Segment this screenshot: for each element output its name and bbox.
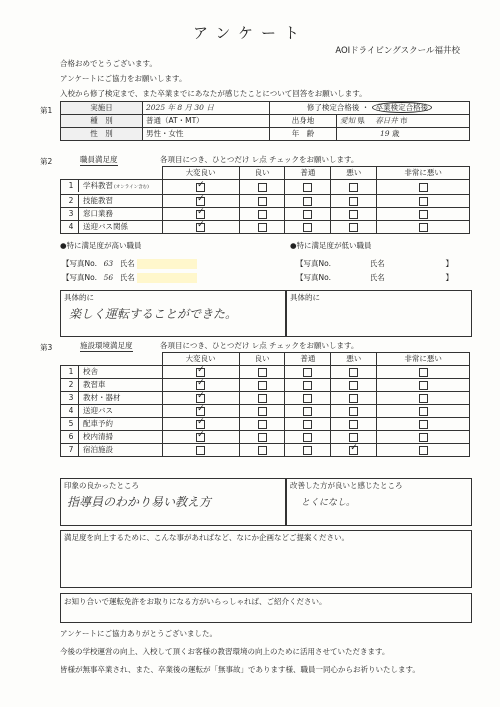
sex-value[interactable]: 男性・女性 [143, 128, 270, 141]
row-number: 6 [64, 431, 79, 443]
col-header: 悪い [331, 167, 377, 180]
row-number: 2 [64, 379, 79, 391]
good-points-label: 印象の良かったところ [64, 481, 139, 490]
origin-city[interactable]: 春日井 [375, 116, 398, 125]
rating-cell [239, 431, 285, 444]
rating-cell [377, 221, 470, 234]
rating-checkbox[interactable] [258, 394, 267, 403]
rating-checkbox[interactable] [349, 394, 358, 403]
row-label [61, 195, 163, 208]
row-name: 校内清掃 [83, 432, 113, 441]
row-sub: (オンライン含む) [114, 185, 149, 190]
row-label [61, 366, 163, 379]
good-points-value[interactable]: 指導員のわかり易い教え方 [67, 495, 212, 509]
row-number: 1 [64, 366, 79, 378]
section1-table [60, 101, 470, 141]
rating-checkbox[interactable] [303, 420, 312, 429]
row-label [61, 431, 163, 444]
rating-checkbox[interactable] [419, 433, 428, 442]
rating-checkbox[interactable] [258, 183, 267, 192]
table-row [61, 418, 470, 431]
section3-instruction: 各項目につき、ひとつだけ レ点 チェックをお願いします。 [160, 341, 359, 350]
rating-checkbox[interactable] [303, 446, 312, 455]
footer-line: 皆様が無事卒業され、また、卒業後の運転が「無事故」であります様、職員一同心からお祈りいたします。 [60, 665, 420, 674]
section3-label: 第3 [40, 343, 53, 352]
rating-checkbox[interactable] [258, 433, 267, 442]
rating-cell [377, 379, 470, 392]
referral-label: お知り合いで運転免許をお取りになる方がいらっしゃれば、ご紹介ください。 [64, 597, 327, 606]
rating-checkbox[interactable] [258, 197, 267, 206]
row-name: 送迎バス [83, 406, 113, 415]
origin-label: 出身地 [270, 115, 337, 128]
table-row [61, 221, 470, 234]
rating-checkbox[interactable] [303, 381, 312, 390]
rating-cell [377, 431, 470, 444]
intro-line: 合格おめでとうございます。 [60, 59, 157, 68]
rating-checkbox[interactable] [258, 446, 267, 455]
section2-label: 第2 [40, 157, 53, 166]
low-staff-title: ●特に満足度が低い職員 [290, 241, 372, 250]
redacted-name [137, 259, 197, 269]
row-name: 窓口業務 [83, 209, 113, 218]
date-label: 実施日 [61, 102, 143, 115]
rating-cell [162, 221, 239, 234]
rating-checkbox[interactable] [258, 223, 267, 232]
type-label: 種 別 [61, 115, 143, 128]
section2-instruction: 各項目につき、ひとつだけ レ点 チェックをお願いします。 [160, 155, 359, 164]
rating-checkbox[interactable] [303, 223, 312, 232]
row-name: 送迎バス関係 [83, 222, 128, 231]
rating-cell [377, 418, 470, 431]
detail-label: 具体的に [64, 293, 94, 302]
rating-cell [285, 366, 331, 379]
rating-cell [331, 221, 377, 234]
row-label [61, 379, 163, 392]
rating-cell [239, 180, 285, 195]
age-field[interactable] [337, 128, 470, 141]
rating-checkbox[interactable] [419, 394, 428, 403]
suggestion-box[interactable] [60, 530, 472, 588]
rating-cell [285, 405, 331, 418]
type-value[interactable]: 普通（AT・MT） [143, 115, 270, 128]
col-header: 大変良い [162, 353, 239, 366]
rating-cell [331, 208, 377, 221]
stage-option-1[interactable]: 修了検定合格後 [306, 103, 360, 112]
rating-checkbox[interactable] [419, 446, 428, 455]
row-number: 5 [64, 418, 79, 430]
rating-checkbox[interactable] [196, 368, 205, 377]
col-header: 普通 [285, 353, 331, 366]
rating-checkbox[interactable] [196, 446, 205, 455]
rating-cell [285, 221, 331, 234]
table-row [61, 379, 470, 392]
rating-checkbox[interactable] [196, 433, 205, 442]
table-row [61, 444, 470, 457]
rating-checkbox[interactable] [349, 446, 358, 455]
col-header: 非常に悪い [377, 353, 470, 366]
intro-text [60, 56, 367, 101]
section3-title: 施設環境満足度 [80, 341, 133, 350]
row-label [61, 418, 163, 431]
name-label: 氏名 [119, 273, 135, 282]
bracket-close: 】 [445, 273, 454, 282]
rating-checkbox[interactable] [196, 223, 205, 232]
low-staff-row-1 [296, 258, 453, 269]
rating-cell [239, 221, 285, 234]
rating-cell [285, 208, 331, 221]
stage-separator: ・ [361, 103, 370, 112]
rating-checkbox[interactable] [196, 197, 205, 206]
row-label [61, 444, 163, 457]
row-name: 配車予約 [83, 419, 113, 428]
name-label: 氏名 [119, 259, 135, 268]
rating-cell [239, 418, 285, 431]
table-row [61, 431, 470, 444]
grid-corner [61, 353, 163, 366]
origin-pref[interactable]: 愛知 [340, 116, 355, 125]
rating-checkbox[interactable] [419, 420, 428, 429]
rating-checkbox[interactable] [196, 420, 205, 429]
row-label [61, 221, 163, 234]
photo-no[interactable]: 56 [103, 273, 114, 282]
rating-cell [239, 208, 285, 221]
rating-checkbox[interactable] [349, 368, 358, 377]
row-label [61, 208, 163, 221]
rating-checkbox[interactable] [196, 183, 205, 192]
rating-checkbox[interactable] [349, 210, 358, 219]
rating-cell [377, 405, 470, 418]
photo-label: 【写真No. [296, 273, 331, 282]
section2-title: 職員満足度 [80, 155, 118, 164]
col-header: 大変良い [162, 167, 239, 180]
rating-cell [162, 444, 239, 457]
row-name: 校舎 [83, 367, 98, 376]
row-number: 4 [64, 221, 79, 233]
row-number: 3 [64, 208, 79, 220]
origin-field[interactable] [337, 115, 470, 128]
good-points-box[interactable] [60, 478, 286, 526]
row-name: 教材・器材 [83, 393, 121, 402]
photo-no[interactable]: 63 [103, 259, 114, 268]
rating-cell [239, 392, 285, 405]
age-label: 年 齢 [270, 128, 337, 141]
high-staff-row-1 [62, 258, 197, 269]
intro-line: アンケートにご協力をお願いします。 [60, 74, 187, 83]
redacted-name [137, 273, 197, 283]
photo-label: 【写真No. [62, 273, 97, 282]
row-name: 技能教習 [83, 196, 113, 205]
rating-cell [285, 379, 331, 392]
rating-checkbox[interactable] [196, 394, 205, 403]
staff-rating-table [60, 166, 470, 234]
row-number: 1 [64, 180, 79, 192]
rating-cell [239, 444, 285, 457]
high-staff-detail-box[interactable] [60, 290, 286, 337]
date-value[interactable]: 2025 年 8 月 30 日 [143, 102, 270, 115]
improve-box[interactable] [286, 478, 472, 526]
rating-cell [331, 180, 377, 195]
rating-cell [285, 195, 331, 208]
rating-cell [285, 392, 331, 405]
rating-checkbox[interactable] [349, 407, 358, 416]
rating-cell [331, 195, 377, 208]
row-number: 7 [64, 444, 79, 456]
rating-checkbox[interactable] [303, 407, 312, 416]
rating-checkbox[interactable] [196, 210, 205, 219]
low-staff-detail-box[interactable] [286, 290, 472, 337]
rating-checkbox[interactable] [419, 368, 428, 377]
rating-cell [331, 392, 377, 405]
name-label: 氏名 [369, 273, 385, 282]
table-row [61, 366, 470, 379]
row-number: 3 [64, 392, 79, 404]
rating-checkbox[interactable] [303, 197, 312, 206]
footer-line: 今後の学校運営の向上、入校して頂くお客様の教習環境の向上のために活用させていただきます。 [60, 647, 390, 656]
rating-checkbox[interactable] [196, 407, 205, 416]
origin-pref-suffix: 県 [357, 116, 365, 125]
rating-cell [377, 195, 470, 208]
intro-line: 入校から修了検定まで、また卒業までにあなたが感じたことについて回答をお願いします。 [60, 89, 367, 98]
rating-cell [331, 418, 377, 431]
footer-line: アンケートにご協力ありがとうございました。 [60, 629, 218, 638]
rating-checkbox[interactable] [258, 420, 267, 429]
rating-checkbox[interactable] [419, 183, 428, 192]
age-value[interactable]: 19 [380, 129, 390, 138]
rating-cell [285, 444, 331, 457]
table-row [61, 180, 470, 195]
rating-cell [377, 208, 470, 221]
grid-corner [61, 167, 163, 180]
rating-cell [331, 366, 377, 379]
rating-checkbox[interactable] [303, 210, 312, 219]
stage-option-2[interactable]: 卒業検定合格後 [372, 102, 433, 113]
rating-checkbox[interactable] [303, 183, 312, 192]
rating-cell [162, 431, 239, 444]
rating-cell [377, 392, 470, 405]
table-row [61, 392, 470, 405]
name-label: 氏名 [369, 259, 385, 268]
improve-label: 改善した方が良いと感じたところ [290, 481, 403, 490]
col-header: 普通 [285, 167, 331, 180]
rating-checkbox[interactable] [349, 183, 358, 192]
rating-cell [239, 405, 285, 418]
table-row [61, 208, 470, 221]
col-header: 悪い [331, 353, 377, 366]
section1-label: 第1 [40, 106, 53, 115]
photo-label: 【写真No. [296, 259, 331, 268]
rating-cell [239, 379, 285, 392]
rating-cell [285, 431, 331, 444]
rating-cell [239, 366, 285, 379]
rating-checkbox[interactable] [419, 210, 428, 219]
improve-value[interactable]: とくになし。 [301, 498, 356, 508]
row-name: 教習車 [83, 380, 106, 389]
rating-cell [239, 195, 285, 208]
photo-label: 【写真No. [62, 259, 97, 268]
table-row [61, 195, 470, 208]
rating-checkbox[interactable] [196, 381, 205, 390]
rating-checkbox[interactable] [258, 210, 267, 219]
rating-checkbox[interactable] [258, 407, 267, 416]
rating-checkbox[interactable] [419, 223, 428, 232]
row-label [61, 405, 163, 418]
referral-box[interactable] [60, 593, 472, 623]
row-name: 宿泊施設 [83, 445, 113, 454]
row-name: 学科教習 [83, 181, 113, 190]
detail-label: 具体的に [290, 293, 320, 302]
table-row [61, 405, 470, 418]
rating-checkbox[interactable] [419, 197, 428, 206]
rating-cell [331, 405, 377, 418]
row-label [61, 392, 163, 405]
high-staff-row-2 [62, 272, 197, 283]
age-suffix: 歳 [391, 129, 400, 138]
page-title: アンケート [192, 24, 308, 42]
rating-cell [377, 444, 470, 457]
rating-cell [377, 366, 470, 379]
origin-city-suffix: 市 [400, 116, 408, 125]
rating-checkbox[interactable] [303, 394, 312, 403]
rating-cell [285, 418, 331, 431]
stage-field[interactable] [270, 102, 470, 115]
row-number: 4 [64, 405, 79, 417]
rating-cell [285, 180, 331, 195]
rating-cell [377, 180, 470, 195]
rating-checkbox[interactable] [349, 223, 358, 232]
bracket-close: 】 [445, 259, 454, 268]
school-name: AOIドライビングスクール福井校 [335, 46, 460, 56]
rating-checkbox[interactable] [303, 433, 312, 442]
rating-cell [331, 444, 377, 457]
rating-checkbox[interactable] [303, 368, 312, 377]
facility-rating-table [60, 352, 470, 457]
row-number: 2 [64, 195, 79, 207]
col-header: 良い [239, 167, 285, 180]
detail-value[interactable]: 楽しく運転することができた。 [69, 307, 238, 321]
rating-checkbox[interactable] [349, 433, 358, 442]
low-staff-row-2 [296, 272, 453, 283]
col-header: 良い [239, 353, 285, 366]
rating-checkbox[interactable] [258, 368, 267, 377]
suggestion-label: 満足度を向上するために、こんな事があればなど、なにか企画などご提案ください。 [64, 533, 349, 542]
rating-checkbox[interactable] [258, 381, 267, 390]
rating-checkbox[interactable] [419, 407, 428, 416]
sex-label: 性 別 [61, 128, 143, 141]
row-label [61, 180, 163, 195]
rating-checkbox[interactable] [349, 197, 358, 206]
rating-checkbox[interactable] [349, 420, 358, 429]
rating-checkbox[interactable] [349, 381, 358, 390]
col-header: 非常に悪い [377, 167, 470, 180]
high-staff-title: ●特に満足度が高い職員 [60, 241, 142, 250]
rating-checkbox[interactable] [419, 381, 428, 390]
rating-cell [331, 379, 377, 392]
